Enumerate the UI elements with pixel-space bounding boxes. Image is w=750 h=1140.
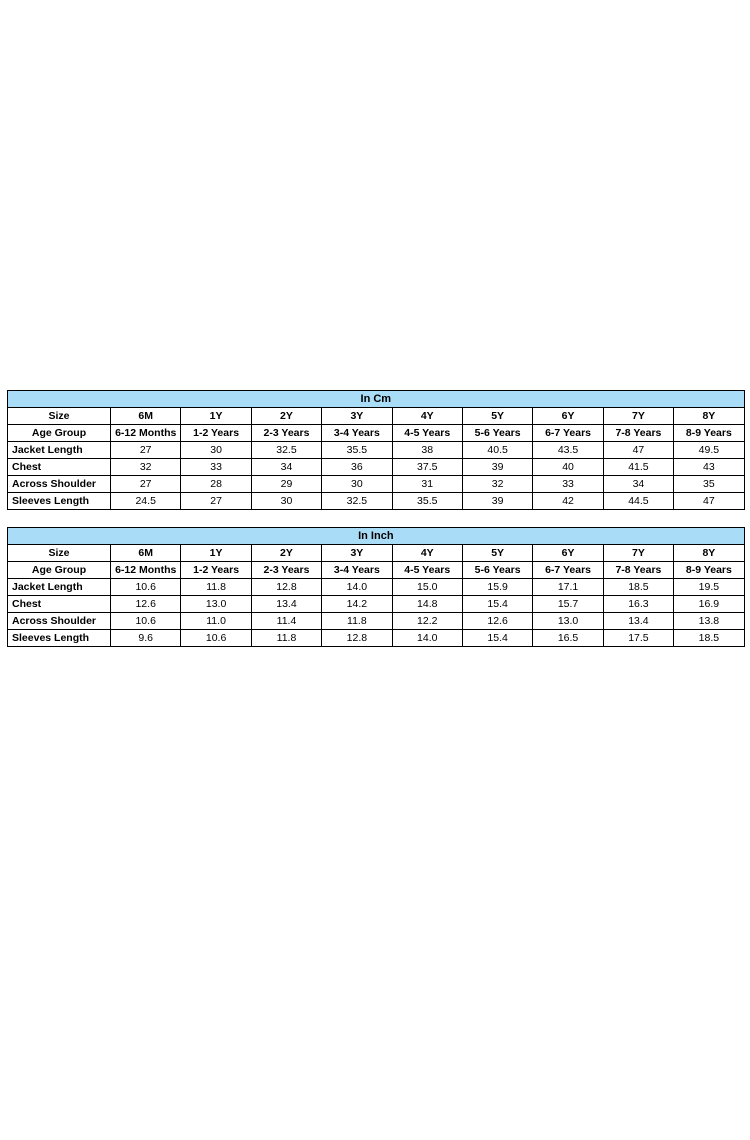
measurement-value: 18.5	[674, 630, 745, 647]
table-row	[8, 579, 745, 596]
measurement-value: 44.5	[603, 493, 673, 510]
size-header-row	[8, 408, 745, 425]
measurement-value: 35	[674, 476, 744, 493]
size-header-cell: 7Y	[603, 408, 673, 425]
measurement-value: 17.5	[603, 630, 673, 647]
measurement-value: 15.9	[462, 579, 532, 596]
measurement-value: 43	[674, 459, 744, 476]
size-header-row-label: Size	[8, 408, 111, 425]
table-title-row	[8, 528, 745, 545]
measurement-value: 27	[111, 442, 181, 459]
measurement-value: 17.1	[533, 579, 603, 596]
measurement-value: 28	[181, 476, 251, 493]
measurement-value: 13.8	[674, 613, 745, 630]
measurement-value: 38	[392, 442, 462, 459]
table-row	[8, 596, 745, 613]
table-row	[8, 630, 745, 647]
age-group-cell: 1-2 Years	[181, 562, 251, 579]
measurement-value: 14.8	[392, 596, 462, 613]
measurement-value: 43.5	[533, 442, 603, 459]
measurement-value: 27	[181, 493, 251, 510]
measurement-label: Chest	[8, 459, 111, 476]
age-group-row-label: Age Group	[8, 425, 111, 442]
measurement-value: 13.0	[533, 613, 603, 630]
measurement-value: 35.5	[322, 442, 392, 459]
measurement-value: 11.0	[181, 613, 251, 630]
size-header-cell: 4Y	[392, 545, 462, 562]
size-header-cell: 6M	[111, 545, 181, 562]
size-header-row-label: Size	[8, 545, 111, 562]
measurement-value: 49.5	[674, 442, 744, 459]
measurement-value: 12.6	[111, 596, 181, 613]
age-group-cell: 8-9 Years	[674, 425, 744, 442]
age-group-row-label: Age Group	[8, 562, 111, 579]
measurement-value: 14.0	[392, 630, 462, 647]
measurement-value: 13.4	[251, 596, 321, 613]
measurement-value: 39	[462, 493, 532, 510]
size-chart-inch-table	[7, 527, 745, 647]
age-group-cell: 3-4 Years	[322, 562, 392, 579]
measurement-value: 33	[533, 476, 603, 493]
measurement-value: 12.8	[322, 630, 392, 647]
measurement-value: 30	[251, 493, 321, 510]
age-group-cell: 8-9 Years	[674, 562, 745, 579]
size-header-cell: 6Y	[533, 408, 603, 425]
measurement-label: Chest	[8, 596, 111, 613]
measurement-value: 11.8	[251, 630, 321, 647]
size-header-cell: 5Y	[462, 545, 532, 562]
measurement-value: 34	[251, 459, 321, 476]
measurement-value: 16.3	[603, 596, 673, 613]
table-title-row	[8, 391, 745, 408]
measurement-label: Jacket Length	[8, 579, 111, 596]
measurement-label: Sleeves Length	[8, 493, 111, 510]
measurement-value: 12.6	[462, 613, 532, 630]
measurement-value: 15.4	[462, 630, 532, 647]
measurement-value: 33	[181, 459, 251, 476]
size-header-cell: 1Y	[181, 408, 251, 425]
measurement-value: 34	[603, 476, 673, 493]
measurement-label: Jacket Length	[8, 442, 111, 459]
measurement-value: 31	[392, 476, 462, 493]
measurement-value: 10.6	[111, 613, 181, 630]
measurement-value: 47	[603, 442, 673, 459]
measurement-value: 32.5	[251, 442, 321, 459]
measurement-value: 14.0	[322, 579, 392, 596]
age-group-cell: 3-4 Years	[322, 425, 392, 442]
size-header-row	[8, 545, 745, 562]
table-title: In Cm	[8, 391, 745, 408]
measurement-value: 9.6	[111, 630, 181, 647]
measurement-value: 10.6	[111, 579, 181, 596]
table-row	[8, 476, 745, 493]
measurement-value: 30	[322, 476, 392, 493]
age-group-cell: 6-7 Years	[533, 425, 603, 442]
measurement-value: 40.5	[462, 442, 532, 459]
size-header-cell: 3Y	[322, 408, 392, 425]
measurement-value: 11.8	[322, 613, 392, 630]
age-group-cell: 2-3 Years	[251, 562, 321, 579]
measurement-value: 32.5	[322, 493, 392, 510]
age-group-cell: 6-7 Years	[533, 562, 603, 579]
measurement-value: 18.5	[603, 579, 673, 596]
measurement-value: 27	[111, 476, 181, 493]
measurement-value: 30	[181, 442, 251, 459]
measurement-value: 39	[462, 459, 532, 476]
measurement-value: 19.5	[674, 579, 745, 596]
size-header-cell: 7Y	[603, 545, 673, 562]
measurement-label: Across Shoulder	[8, 613, 111, 630]
measurement-value: 15.7	[533, 596, 603, 613]
measurement-value: 13.4	[603, 613, 673, 630]
age-group-cell: 5-6 Years	[462, 425, 532, 442]
size-header-cell: 5Y	[462, 408, 532, 425]
measurement-value: 40	[533, 459, 603, 476]
table-row	[8, 442, 745, 459]
measurement-value: 35.5	[392, 493, 462, 510]
size-header-cell: 6Y	[533, 545, 603, 562]
age-group-cell: 6-12 Months	[111, 562, 181, 579]
size-header-cell: 1Y	[181, 545, 251, 562]
measurement-value: 11.8	[181, 579, 251, 596]
age-group-cell: 7-8 Years	[603, 425, 673, 442]
measurement-value: 14.2	[322, 596, 392, 613]
size-header-cell: 8Y	[674, 408, 744, 425]
measurement-value: 15.4	[462, 596, 532, 613]
table-row	[8, 613, 745, 630]
age-group-cell: 2-3 Years	[251, 425, 321, 442]
age-group-cell: 1-2 Years	[181, 425, 251, 442]
measurement-value: 16.5	[533, 630, 603, 647]
size-chart-cm-table	[7, 390, 745, 510]
table-row	[8, 459, 745, 476]
measurement-value: 10.6	[181, 630, 251, 647]
age-group-row	[8, 425, 745, 442]
age-group-row	[8, 562, 745, 579]
measurement-value: 11.4	[251, 613, 321, 630]
size-header-cell: 2Y	[251, 408, 321, 425]
age-group-cell: 4-5 Years	[392, 562, 462, 579]
measurement-value: 32	[111, 459, 181, 476]
measurement-value: 12.2	[392, 613, 462, 630]
measurement-value: 15.0	[392, 579, 462, 596]
size-header-cell: 8Y	[674, 545, 745, 562]
size-header-cell: 3Y	[322, 545, 392, 562]
measurement-value: 41.5	[603, 459, 673, 476]
measurement-value: 32	[462, 476, 532, 493]
age-group-cell: 5-6 Years	[462, 562, 532, 579]
measurement-value: 12.8	[251, 579, 321, 596]
measurement-label: Across Shoulder	[8, 476, 111, 493]
table-title: In Inch	[8, 528, 745, 545]
measurement-value: 13.0	[181, 596, 251, 613]
measurement-value: 16.9	[674, 596, 745, 613]
age-group-cell: 7-8 Years	[603, 562, 673, 579]
measurement-value: 42	[533, 493, 603, 510]
measurement-value: 29	[251, 476, 321, 493]
table-row	[8, 493, 745, 510]
measurement-value: 47	[674, 493, 744, 510]
size-header-cell: 4Y	[392, 408, 462, 425]
size-header-cell: 6M	[111, 408, 181, 425]
age-group-cell: 6-12 Months	[111, 425, 181, 442]
measurement-value: 36	[322, 459, 392, 476]
measurement-value: 37.5	[392, 459, 462, 476]
age-group-cell: 4-5 Years	[392, 425, 462, 442]
size-header-cell: 2Y	[251, 545, 321, 562]
measurement-label: Sleeves Length	[8, 630, 111, 647]
measurement-value: 24.5	[111, 493, 181, 510]
